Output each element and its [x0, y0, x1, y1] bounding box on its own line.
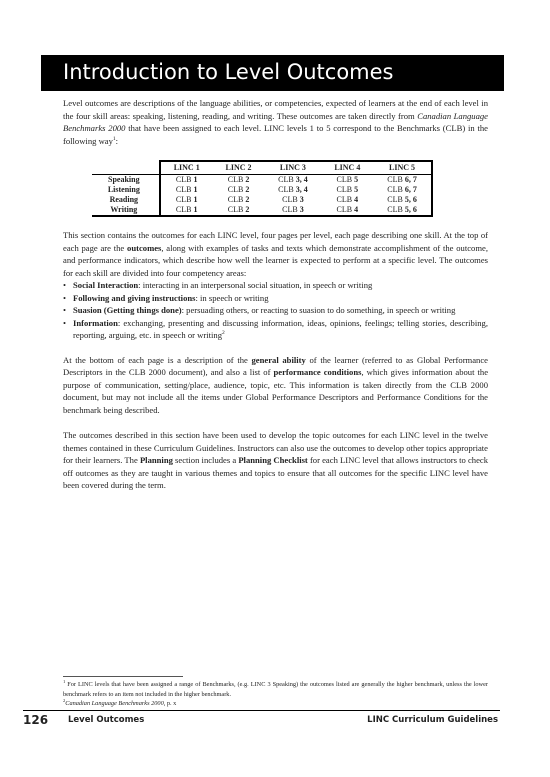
row-header: Speaking — [108, 175, 140, 184]
table-row — [92, 205, 432, 216]
table-row — [92, 185, 432, 195]
row-header: Writing — [92, 205, 160, 216]
table-cell: CLB 1 — [160, 205, 213, 216]
table-row — [92, 195, 432, 205]
list-item: • Information: exchanging, presenting and discussing information, ideas, opinions, feelings; telling stories, describing, reporting, arguing, etc. in speech or writing$^2$ — [63, 317, 488, 342]
section-title: Level Outcomes — [68, 715, 145, 725]
table-cell: CLB 1 — [160, 175, 213, 186]
table-cell: CLB 2 — [227, 195, 250, 204]
table-corner — [92, 161, 160, 175]
table-cell: CLB 6, 7 — [373, 185, 432, 195]
table-cell: CLB 3 — [264, 205, 321, 216]
column-header: LINC 2 — [213, 161, 265, 175]
table-header-row — [92, 161, 432, 175]
table-cell: CLB 5 — [336, 175, 359, 184]
table-cell: CLB 1 — [160, 185, 213, 195]
table-cell: CLB 2 — [227, 185, 250, 194]
list-item: • Following and giving instructions: in speech or writing — [63, 292, 488, 305]
footnotes — [63, 680, 488, 709]
column-header: LINC 1 — [160, 161, 213, 175]
footnote-ref-1[interactable]: 1 — [112, 135, 116, 142]
footnote-ref-2[interactable]: 2 — [222, 330, 225, 336]
column-header: LINC 4 — [322, 161, 374, 175]
table-cell: CLB 6, 7 — [373, 175, 432, 186]
row-header: Reading — [109, 195, 139, 204]
table-cell: CLB 5, 6 — [373, 205, 432, 216]
intro-end: : — [115, 135, 119, 146]
footnote-divider — [63, 676, 183, 677]
competency-list — [63, 279, 488, 342]
section-paragraph: This section contains the outcomes for each LINC level, four pages per level, each page describing one skill. At the top of each page are the outcomes, along with examples of tasks and texts which demonstrate accomplishment of the outcome, and performance indicators, which describe how well the learner is expected to perform at a specific level. The outcomes for each skill are divided into four competency areas: — [63, 230, 489, 278]
table-cell: CLB 3, 4 — [278, 175, 308, 184]
table-cell: CLB 3, 4 — [278, 185, 308, 194]
table-cell: CLB 5, 6 — [373, 195, 432, 205]
footnote-2: $^2$Canadian Language Benchmarks 2000, p. x — [63, 698, 177, 707]
footnote-1: $^1$ For LINC levels that have been assigned a range of Benchmarks, (e.g. LINC 3 Speaking) the outcomes listed are generally the higher benchmark, unless the lower benchmark refers to an item not included in the higher benchmark. — [63, 679, 488, 698]
page-footer — [23, 713, 500, 731]
row-header: Listening — [107, 185, 140, 194]
table-cell: CLB 2 — [227, 175, 250, 184]
table-cell: CLB 4 — [336, 195, 359, 204]
table-row — [92, 175, 432, 186]
column-header: LINC 3 — [264, 161, 321, 175]
table-cell: CLB 2 — [213, 205, 265, 216]
intro-italic: Canadian Language Benchmarks 2000 — [63, 110, 488, 133]
intro-paragraph — [63, 97, 488, 147]
column-header: LINC 5 — [373, 161, 432, 175]
table-cell: CLB 3 — [282, 195, 304, 204]
table-cell: CLB 5 — [336, 185, 359, 194]
section-paragraph: At the bottom of each page is a description of the general ability of the learner (referred to as Global Performance Descriptors in the CLB 2000 document), and also a list of performance conditions, which gives information about the purpose of communication, setting/place, audience, topic, etc. This information is taken directly from the CLB 2000 document, but may not include all the items under Global Performance Descriptors and Performance Conditions for the benchmark being described. — [63, 354, 489, 415]
footer-divider — [23, 710, 500, 711]
intro-text-2: that have been assigned to each level. LINC levels 1 to 5 correspond to the Benchmarks (CLB) in the following way — [63, 123, 488, 146]
benchmark-table — [92, 160, 433, 217]
document-title: LINC Curriculum Guidelines — [367, 715, 498, 725]
intro-text-1: Level outcomes are descriptions of the language abilities, or competencies, expected of learners at the end of each level in the four skill areas: speaking, listening, reading, and writing. These outcomes are taken directly from — [63, 98, 488, 121]
page-title: Introduction to Level Outcomes — [41, 55, 504, 91]
main-content — [63, 97, 488, 505]
table-cell: CLB 4 — [322, 205, 374, 216]
page-number: 126 — [23, 713, 49, 727]
section-paragraph: The outcomes described in this section have been used to develop the topic outcomes for each LINC level in the twelve themes contained in these Curriculum Guidelines. Instructors can also use the outcomes to develop other topics appropriate for their learners. The Planning section includes a Planning Checklist for each LINC level that allows instructors to check off outcomes as they are taught in various themes and topics to ensure that all outcomes for the specific LINC level have been covered during the term. — [63, 430, 488, 490]
list-item: • Suasion (Getting things done): persuading others, or reacting to suasion to do something, in speech or writing — [63, 304, 488, 317]
table-cell: CLB 1 — [160, 195, 213, 205]
list-item: • Social Interaction: interacting in an interpersonal social situation, in speech or writing — [63, 279, 488, 292]
